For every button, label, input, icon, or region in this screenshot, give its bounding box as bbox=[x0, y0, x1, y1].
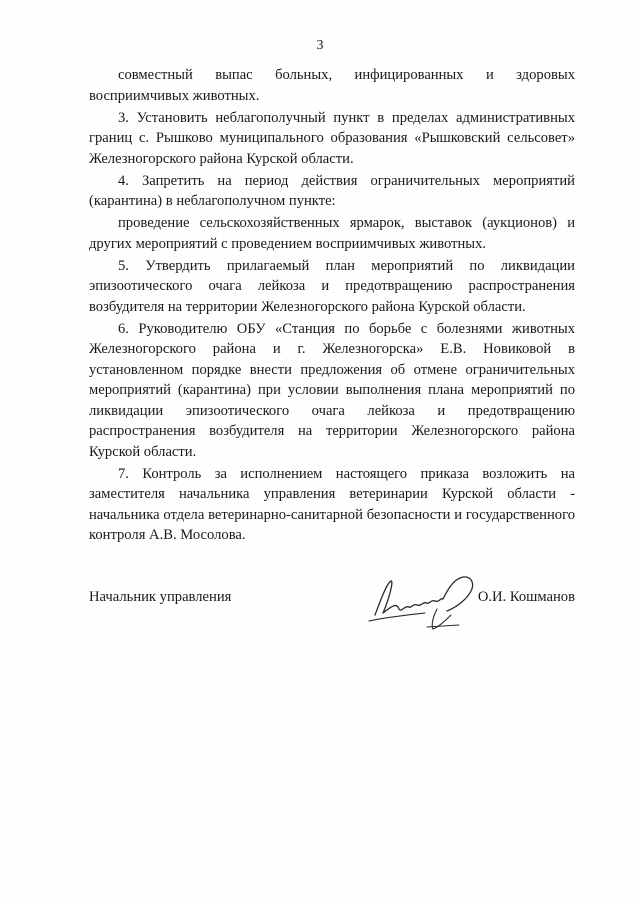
signatory-name: О.И. Кошманов bbox=[477, 589, 575, 605]
paragraph-continuation: совместный выпас больных, инфицированных и здоровых восприимчивых животных. bbox=[89, 67, 575, 104]
paragraph-item-5: 5. Утвердить прилагаемый план мероприятий по ликвидации эпизоотического очага лейкоза и предотвращению распространения возбудителя на территории Железногорского района Курской области. bbox=[89, 257, 575, 315]
paragraph-item-4: 4. Запретить на период действия ограничительных мероприятий (карантина) в неблагополучном пункте: bbox=[89, 172, 575, 209]
signature-block bbox=[89, 577, 575, 637]
paragraph-item-6: 6. Руководителю ОБУ «Станция по борьбе с болезнями животных Железногорского района и г. Железногорска» Е.В. Новиковой в установленном порядке внести предложения об отмене ограничительных мероприятий (карантина) при условии выполнения плана мероприятий по ликвидации эпизоотического очага лейкоза и предотвращению распространения возбудителя на территории Железногорского района Курской области. bbox=[89, 320, 575, 460]
paragraph-item-3: 3. Установить неблагополучный пункт в пределах административных границ с. Рышково муниципального образования «Рышковский сельсовет» Железногорского района Курской области. bbox=[89, 109, 575, 167]
document-body bbox=[89, 65, 575, 546]
paragraph-item-4-detail: проведение сельскохозяйственных ярмарок, выставок (аукционов) и других мероприятий с проведением восприимчивых животных. bbox=[89, 215, 575, 252]
paragraph-item-7: 7. Контроль за исполнением настоящего приказа возложить на заместителя начальника управления ветеринарии Курской области - начальника отдела ветеринарно-санитарной безопасности и государственного контроля А.В. Мосолова. bbox=[89, 465, 575, 543]
signatory-title: Начальник управления bbox=[89, 589, 232, 605]
page-number: 3 bbox=[316, 38, 324, 53]
